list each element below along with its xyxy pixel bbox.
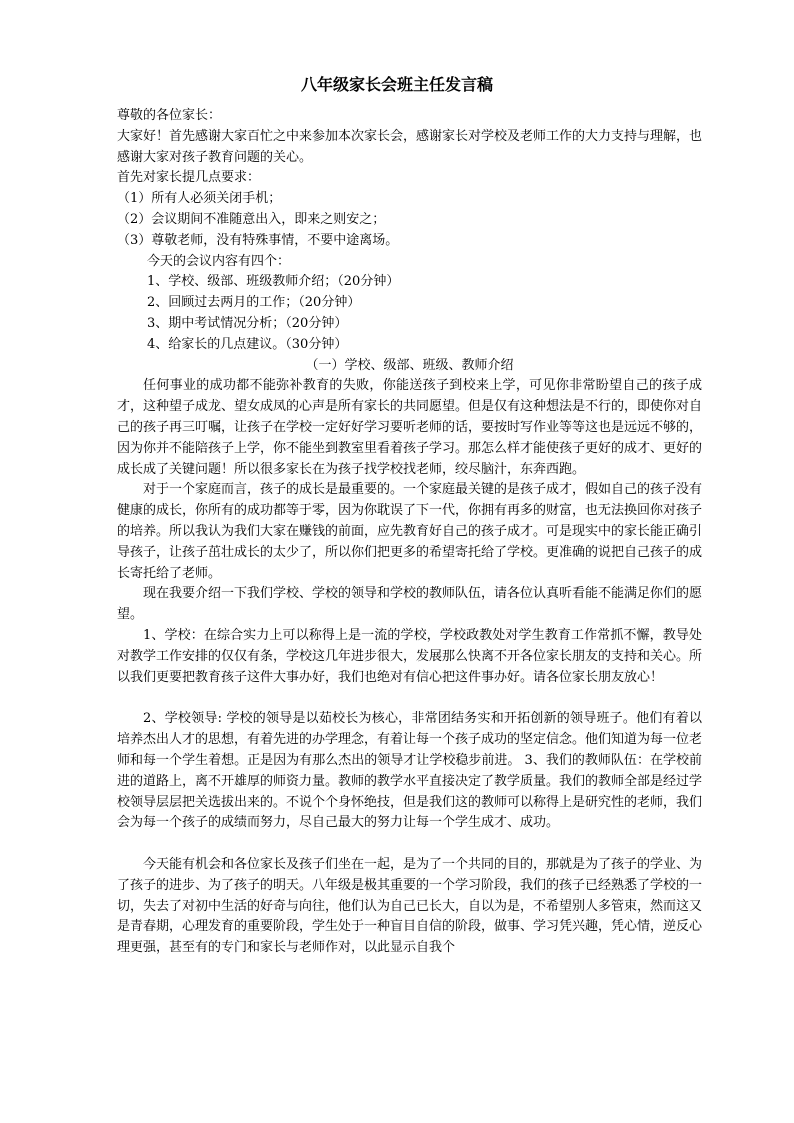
document-title: 八年级家长会班主任发言稿 — [300, 75, 493, 94]
body-paragraph: 现在我要介绍一下我们学校、学校的领导和学校的教师队伍，请各位认真听看能不能满足你们的愿望。 — [117, 586, 703, 623]
blank-line — [117, 834, 702, 855]
greeting: 尊敬的各位家长： — [117, 108, 222, 123]
agenda-item: 1、学校、级部、班级教师介绍；（20分钟） — [147, 274, 400, 290]
requirement-item: （2）会议期间不准随意出入，即来之则安之； — [117, 211, 386, 227]
body-paragraph: 1、学校：在综合实力上可以称得上是一流的学校，学校政教处对学生教育工作常抓不懈，教导处对教学工作安排的仅仅有条，学校这几年进步很大，发展那么快离不开各位家长朋友的支持和关心。所以我们更要把教育孩子这件大事办好，我们也绝对有信心把这件事办好。请各位家长朋友放心！ — [117, 627, 703, 685]
opening-paragraph: 大家好！首先感谢大家百忙之中来参加本次家长会，感谢家长对学校及老师工作的大力支持与理解，也感谢大家对孩子教育问题的关心。 — [117, 128, 703, 165]
body-paragraph: 今天能有机会和各位家长及孩子们坐在一起，是为了一个共同的目的，那就是为了孩子的学业、为了孩子的进步、为了孩子的明天。八年级是极其重要的一个学习阶段，我们的孩子已经熟悉了学校的一切，失去了对初中生活的好奇与向往，他们认为自己已长大，自以为是，不希望别人多管束，然而这又是青春期，心理发育的重要阶段，学生处于一种盲目自信的阶段，做事、学习凭兴趣，凭心情，逆反心理更强，甚至有的专门和家长与老师作对，以此显示自我个 — [117, 857, 703, 956]
requirement-item: （3）尊敬老师，没有特殊事情，不要中途离场。 — [117, 232, 399, 248]
section-heading: （一）学校、级部、班级、教师介绍 — [305, 357, 514, 373]
agenda-item: 3、期中考试情况分析；（20分钟） — [147, 315, 348, 331]
agenda-item: 2、回顾过去两月的工作；（20分钟） — [147, 295, 361, 311]
requirement-item: （1）所有人必须关闭手机； — [117, 191, 282, 207]
body-paragraph: 对于一个家庭而言，孩子的成长是最重要的。一个家庭最关键的是孩子成才，假如自己的孩子没有健康的成长，你所有的成功都等于零，因为你耽误了下一代，你拥有再多的财富，也无法换回你对孩子的培养。所以我认为我们大家在赚钱的前面，应先教育好自己的孩子成才。可是现实中的家长能正确引导孩子，让孩子茁壮成长的太少了，所以你们把更多的希望寄托给了学校。更准确的说把自己孩子的成长寄托给了老师。 — [117, 482, 703, 581]
body-paragraph: 2、学校领导: 学校的领导是以茹校长为核心，非常团结务实和开拓创新的领导班子。他们有着以培养杰出人才的思想，有着先进的办学理念，有着让每一个孩子成功的坚定信念。他们知道为每一位老师和每一个学生着想。正是因为有那么杰出的领导才让学校稳步前进。 3、我们的教师队伍：在学校前进的道路上，离不开雄厚的师资力量。教师的教学水平直接决定了教学质量。我们的教师全部是经过学校领导层层把关选拔出来的。不说个个身怀绝技，但是我们这的教师可以称得上是研究性的老师，我们会为每一个孩子的成绩而努力，尽自己最大的努力让每一个学生成才、成功。 — [117, 711, 703, 831]
body-paragraph: 任何事业的成功都不能弥补教育的失败，你能送孩子到校来上学，可见你非常盼望自己的孩子成才，这种望子成龙、望女成凤的心声是所有家长的共同愿望。但是仅有这种想法是不行的，即使你对自己的孩子再三叮嘱，让孩子在学校一定好好学习要听老师的话，要按时写作业等等这也是远远不够的，因为你并不能陪孩子上学，你不能坐到教室里看着孩子学习。那怎么样才能使孩子更好的成才、更好的成长成了关键问题！所以很多家长在为孩子找学校找老师，绞尽脑汁，东奔西跑。 — [117, 378, 703, 477]
document-body — [117, 106, 702, 959]
agenda-item: 4、给家长的几点建议。（30分钟） — [147, 336, 348, 352]
agenda-intro: 今天的会议内容有四个： — [147, 253, 291, 269]
blank-line — [117, 688, 702, 709]
requirements-intro: 首先对家长提几点要求： — [117, 170, 261, 186]
